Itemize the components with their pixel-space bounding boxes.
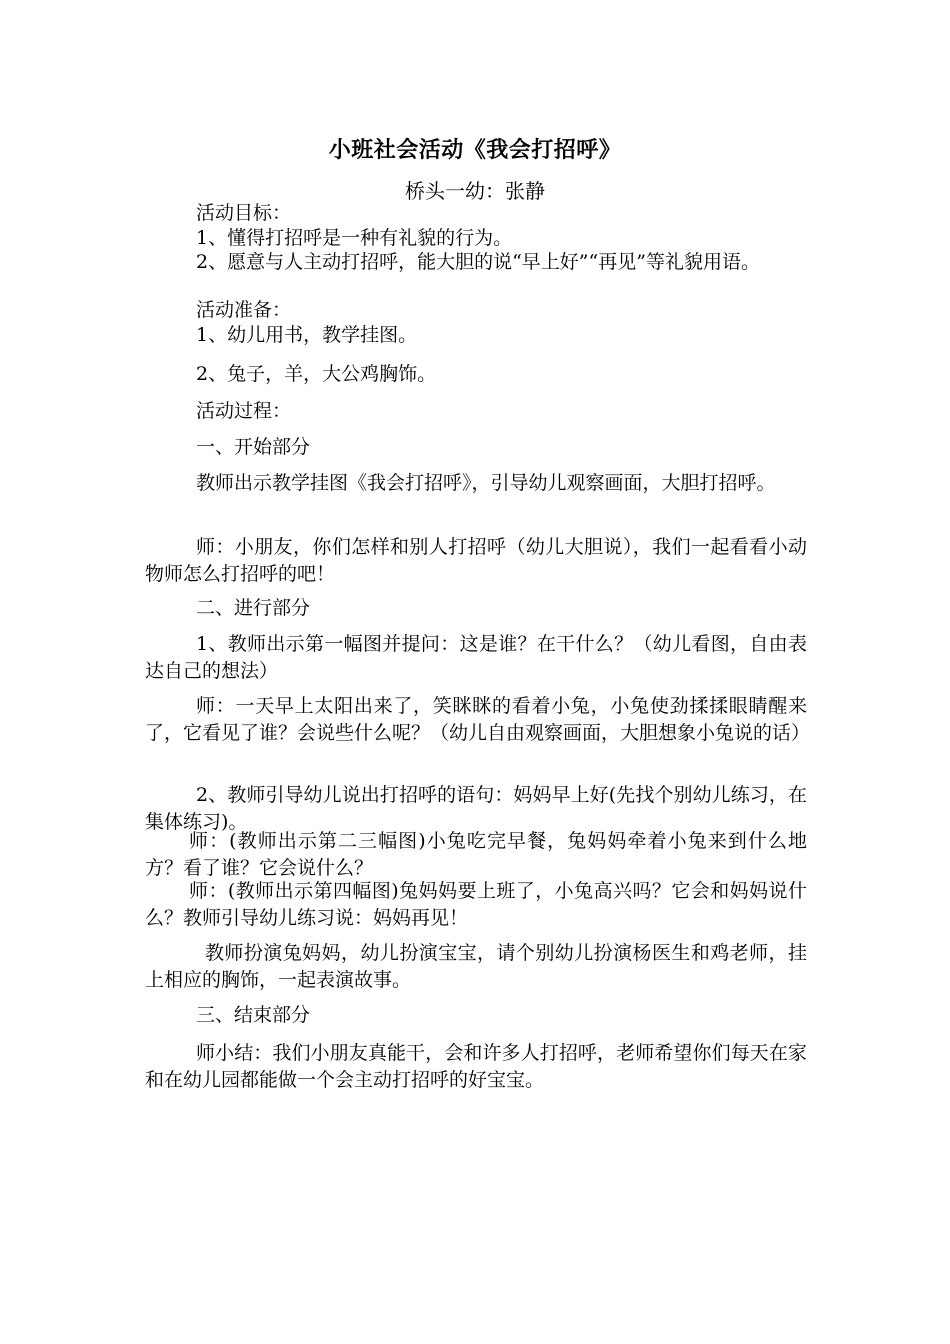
part-2-paragraph-2: 师：一天早上太阳出来了，笑眯眯的看着小兔，小兔使劲揉揉眼睛醒来了，它看见了谁？会说些什么呢？（幼儿自由观察画面，大胆想象小兔说的话） (145, 695, 811, 744)
part-1-paragraph-2: 师：小朋友，你们怎样和别人打招呼（幼儿大胆说），我们一起看看小动物师怎么打招呼的吧！ (145, 536, 807, 585)
prep-item-2: 2、兔子，羊，大公鸡胸饰。 (196, 363, 437, 385)
document-title: 小班社会活动《我会打招呼》 (328, 137, 622, 163)
process-heading: 活动过程： (196, 400, 292, 422)
part-3-heading: 三、结束部分 (196, 1004, 311, 1026)
part-3-paragraph-1: 师小结：我们小朋友真能干，会和许多人打招呼，老师希望你们每天在家和在幼儿园都能做一个会主动打招呼的好宝宝。 (145, 1042, 807, 1091)
part-2-paragraph-1: 1、教师出示第一幅图并提问：这是谁？在干什么？（幼儿看图，自由表达自己的想法） (145, 633, 807, 682)
part-2-paragraph-5: 师：(教师出示第四幅图)兔妈妈要上班了，小兔高兴吗？它会和妈妈说什么？教师引导幼儿练习说：妈妈再见！ (145, 880, 807, 929)
part-2-paragraph-6: 教师扮演兔妈妈，幼儿扮演宝宝，请个别幼儿扮演杨医生和鸡老师，挂上相应的胸饰，一起表演故事。 (145, 942, 807, 991)
prep-heading: 活动准备： (196, 299, 292, 321)
document-author: 桥头一幼：张静 (405, 179, 545, 203)
part-2-paragraph-3: 2、教师引导幼儿说出打招呼的语句：妈妈早上好(先找个别幼儿练习，在集体练习)。 (145, 784, 807, 833)
goal-item-1: 1、懂得打招呼是一种有礼貌的行为。 (196, 227, 513, 249)
prep-item-1: 1、幼儿用书，教学挂图。 (196, 324, 418, 346)
part-1-paragraph-1: 教师出示教学挂图《我会打招呼》，引导幼儿观察画面，大胆打招呼。 (196, 472, 776, 494)
part-2-paragraph-4: 师：(教师出示第二三幅图)小兔吃完早餐，兔妈妈牵着小兔来到什么地方？看了谁？它会说什么？ (145, 830, 807, 879)
goals-heading: 活动目标： (196, 202, 292, 224)
part-1-heading: 一、开始部分 (196, 436, 311, 458)
part-2-heading: 二、进行部分 (196, 597, 311, 619)
goal-item-2: 2、愿意与人主动打招呼，能大胆的说“早上好”“再见”等礼貌用语。 (196, 251, 760, 273)
